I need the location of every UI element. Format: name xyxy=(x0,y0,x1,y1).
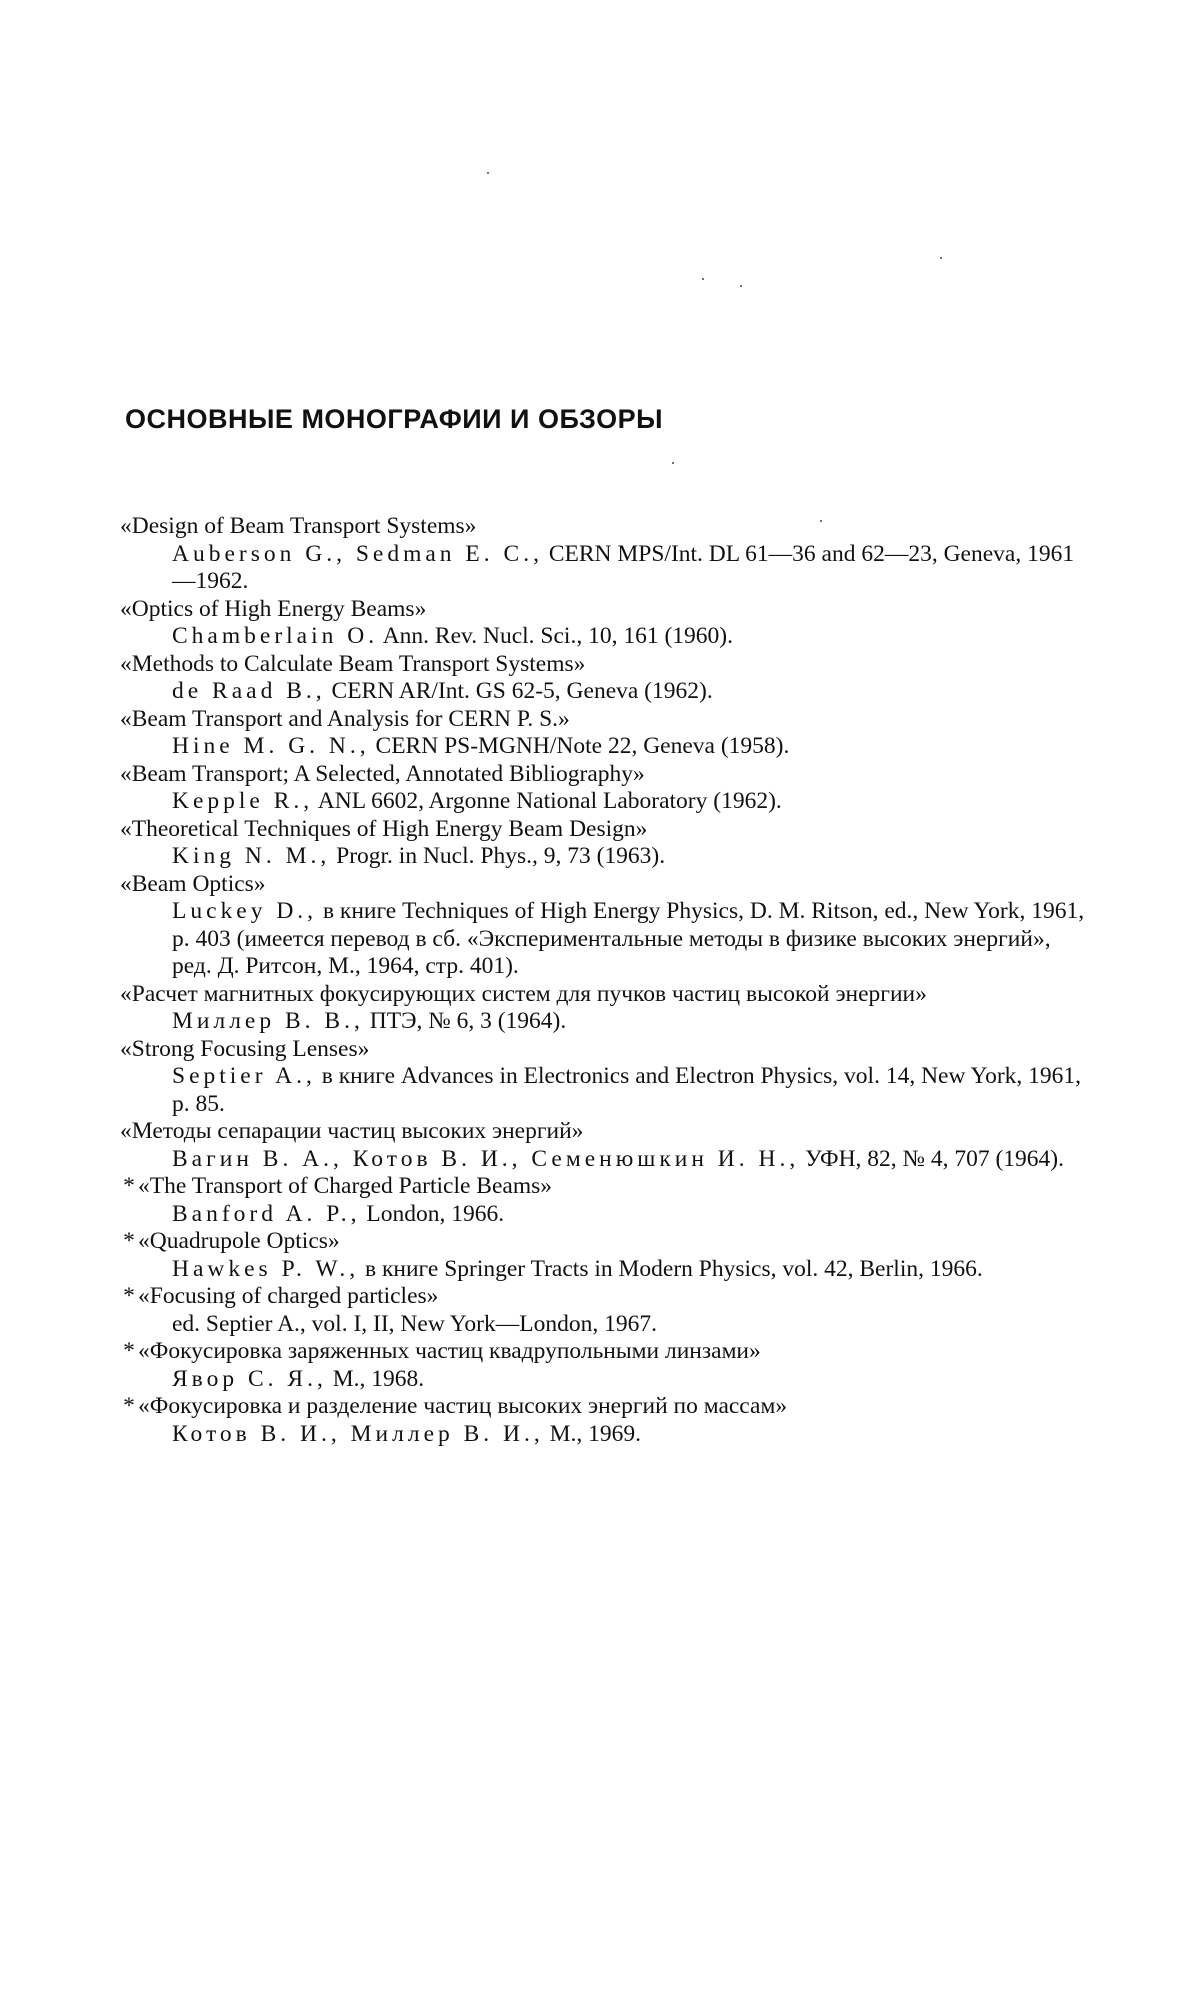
scan-speck xyxy=(940,257,942,259)
bibliography-list xyxy=(120,513,1090,1448)
entry-title: «Расчет магнитных фокусирующих систем для пучков частиц высокой энергии» xyxy=(120,980,927,1007)
entry-author: Septier A., xyxy=(172,1063,316,1089)
bibliography-entry xyxy=(120,871,1090,981)
entry-source: ANL 6602, Argonne National Laboratory (1962). xyxy=(317,788,782,814)
entry-author: Котов В. И., Миллер В. И., xyxy=(172,1420,544,1447)
entry-reference xyxy=(120,541,1090,596)
star-marker: * xyxy=(123,1393,135,1419)
entry-source: в книге Techniques of High Energy Physics, D. M. Ritson, ed., New York, 1961, p. 403 (имеется перевод в сб. «Экспериментальные методы в физике высоких энергий», ред. Д. Ритсон, М., 1964, стр. 401). xyxy=(172,898,1085,979)
star-marker: * xyxy=(123,1228,135,1254)
entry-source: CERN AR/Int. GS 62-5, Geneva (1962). xyxy=(331,678,713,704)
entry-title: «Фокусировка и разделение частиц высоких энергий по массам» xyxy=(138,1393,788,1419)
entry-reference xyxy=(120,1008,1090,1036)
entry-title: «Theoretical Techniques of High Energy Beam Design» xyxy=(120,815,648,842)
scan-speck xyxy=(740,285,742,287)
entry-reference xyxy=(120,733,1090,761)
entry-title: «Design of Beam Transport Systems» xyxy=(120,513,477,539)
entry-title: «Фокусировка заряженных частиц квадрупольными линзами» xyxy=(138,1338,761,1364)
entry-author: Вагин В. А., Котов В. И., Семенюшкин И. Н., xyxy=(172,1145,800,1172)
entry-author: Auberson G., Sedman E. C., xyxy=(172,540,543,567)
entry-reference xyxy=(120,623,1090,651)
entry-title: «Beam Optics» xyxy=(120,870,266,897)
entry-reference xyxy=(120,1201,1090,1229)
bibliography-entry xyxy=(120,1118,1090,1173)
entry-reference xyxy=(120,1146,1090,1174)
bibliography-entry xyxy=(120,596,1090,651)
star-marker: * xyxy=(123,1283,135,1309)
entry-title: «Strong Focusing Lenses» xyxy=(120,1035,370,1062)
bibliography-entry xyxy=(120,1393,1090,1448)
entry-source: М., 1968. xyxy=(332,1365,425,1392)
entry-reference xyxy=(120,678,1090,706)
entry-author: Chamberlain O. xyxy=(172,623,379,649)
entry-reference xyxy=(120,1063,1090,1118)
page-title: ОСНОВНЫЕ МОНОГРАФИИ И ОБЗОРЫ xyxy=(125,404,664,434)
entry-title: «Focusing of charged particles» xyxy=(138,1283,439,1309)
entry-author: Luckey D., xyxy=(172,898,318,924)
entry-source: Ann. Rev. Nucl. Sci., 10, 161 (1960). xyxy=(382,623,733,649)
entry-source: в книге Springer Tracts in Modern Physics, vol. 42, Berlin, 1966. xyxy=(365,1255,983,1282)
entry-source: УФН, 82, № 4, 707 (1964). xyxy=(805,1145,1065,1172)
bibliography-entry xyxy=(120,761,1090,816)
bibliography-entry xyxy=(120,1228,1090,1283)
bibliography-entry xyxy=(120,1173,1090,1228)
entry-author: de Raad B., xyxy=(172,678,326,704)
bibliography-entry xyxy=(120,981,1090,1036)
entry-author: Hawkes P. W., xyxy=(172,1255,360,1282)
bibliography-entry xyxy=(120,513,1090,596)
bibliography-entry xyxy=(120,1283,1090,1338)
entry-author: Banford A. P., xyxy=(172,1200,361,1227)
star-marker: * xyxy=(123,1173,135,1199)
entry-source: М., 1969. xyxy=(549,1420,642,1447)
entry-author: Kepple R., xyxy=(172,788,314,814)
bibliography-entry xyxy=(120,706,1090,761)
entry-reference xyxy=(120,1256,1090,1284)
entry-title: «Methods to Calculate Beam Transport Systems» xyxy=(120,650,586,677)
scan-speck xyxy=(702,278,704,280)
entry-source: CERN PS-MGNH/Note 22, Geneva (1958). xyxy=(375,733,790,759)
entry-title: «Beam Transport and Analysis for CERN P. S.» xyxy=(120,705,570,732)
entry-author: King N. M., xyxy=(172,843,331,869)
entry-reference xyxy=(120,898,1090,981)
entry-author: Hine M. G. N., xyxy=(172,733,370,759)
entry-author: Явор С. Я., xyxy=(172,1365,327,1392)
scan-speck xyxy=(487,172,489,174)
entry-reference xyxy=(120,1311,1090,1339)
entry-source: ПТЭ, № 6, 3 (1964). xyxy=(369,1008,567,1034)
bibliography-entry xyxy=(120,1036,1090,1119)
scan-speck xyxy=(672,462,674,464)
entry-title: «Optics of High Energy Beams» xyxy=(120,595,427,622)
entry-source: в книге Advances in Electronics and Electron Physics, vol. 14, New York, 1961, p. 85. xyxy=(172,1063,1082,1117)
bibliography-entry xyxy=(120,816,1090,871)
entry-source: Progr. in Nucl. Phys., 9, 73 (1963). xyxy=(336,843,666,869)
bibliography-entry xyxy=(120,651,1090,706)
bibliography-entry xyxy=(120,1338,1090,1393)
entry-title: «Quadrupole Optics» xyxy=(138,1228,340,1254)
entry-title: «Методы сепарации частиц высоких энергий» xyxy=(120,1118,584,1144)
entry-reference xyxy=(120,1366,1090,1394)
entry-reference xyxy=(120,843,1090,871)
entry-reference xyxy=(120,1421,1090,1449)
star-marker: * xyxy=(123,1338,135,1364)
entry-author: Миллер В. В., xyxy=(172,1008,364,1034)
entry-title: «Beam Transport; A Selected, Annotated Bibliography» xyxy=(120,760,645,787)
entry-source: CERN MPS/Int. DL 61—36 and 62—23, Geneva, 1961—1962. xyxy=(172,540,1075,594)
entry-source: London, 1966. xyxy=(366,1200,505,1227)
entry-title: «The Transport of Charged Particle Beams» xyxy=(138,1173,553,1199)
entry-source: ed. Septier A., vol. I, II, New York—London, 1967. xyxy=(172,1310,657,1337)
entry-reference xyxy=(120,788,1090,816)
